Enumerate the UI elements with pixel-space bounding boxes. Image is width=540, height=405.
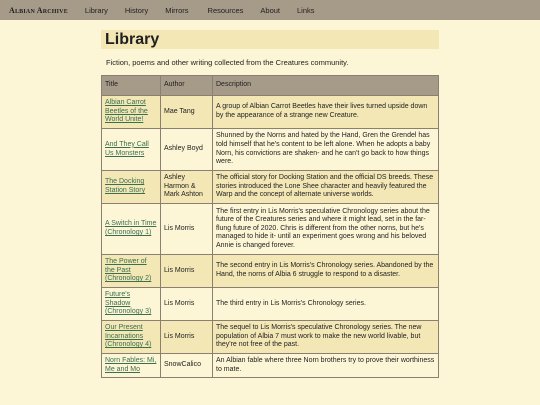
table-row <box>102 354 439 378</box>
row-author-cell: Mae Tang <box>161 96 213 129</box>
nav-link-resources[interactable]: Resources <box>207 5 244 15</box>
main-content <box>101 30 439 378</box>
row-title-cell <box>102 354 161 378</box>
table-row <box>102 321 439 354</box>
title-link[interactable]: And They Call Us Monsters <box>105 140 149 157</box>
row-description-cell: The second entry in Lis Morris's Chronology series. Abandoned by the Hand, the norns of Albia 6 struggle to respond to a disaster. <box>213 255 439 288</box>
row-author-cell: Ashley Boyd <box>161 129 213 171</box>
title-link[interactable]: Norn Fables: Mi, Me and Mo <box>105 356 157 373</box>
row-author-cell: Lis Morris <box>161 321 213 354</box>
library-table <box>101 75 439 378</box>
row-description-cell: The third entry in Lis Morris's Chronology series. <box>213 288 439 321</box>
table-row <box>102 129 439 171</box>
row-author-cell: Lis Morris <box>161 255 213 288</box>
title-link[interactable]: The Docking Station Story <box>105 178 146 194</box>
title-link[interactable]: Albian Carrot Beetles of the World Unite! <box>105 99 148 124</box>
title-link[interactable]: Our Present Incarnations (Chronology 4) <box>105 324 152 349</box>
row-author-cell: SnowCalico <box>161 354 213 378</box>
row-description-cell: An Albian fable where three Norn brothers try to prove their worthiness to mate. <box>213 354 439 378</box>
header-title: Title <box>102 76 161 96</box>
row-description-cell: The official story for Docking Station and the official DS breeds. These stories introduced the Lone Shee character and heavily featured the Warp and the concept of alternate universe worlds. <box>213 171 439 204</box>
table-row <box>102 288 439 321</box>
table-row <box>102 96 439 129</box>
header-author: Author <box>161 76 213 96</box>
page-intro: Fiction, poems and other writing collected from the Creatures community. <box>106 58 349 67</box>
row-description-cell: The first entry in Lis Morris's speculative Chronology series about the future of the Creatures series and where it might lead, set in the far-flung future of 2020. Chris is different from the other norns, but he's managed to hide it- until an experiment goes wrong and his beloved Annie is changed forever. <box>213 204 439 255</box>
page-title: Library <box>101 30 439 49</box>
row-title-cell <box>102 171 161 204</box>
table-row <box>102 171 439 204</box>
title-link[interactable]: A Switch in Time (Chronology 1) <box>105 220 157 236</box>
row-author-cell: Ashley Harmon & Mark Ashton <box>161 171 213 204</box>
row-title-cell <box>102 255 161 288</box>
nav-link-links[interactable]: Links <box>297 5 315 15</box>
table-header-row <box>102 76 439 96</box>
site-brand[interactable]: Albian Archive <box>9 5 68 15</box>
row-title-cell <box>102 288 161 321</box>
title-link[interactable]: The Power of the Past (Chronology 2) <box>105 258 152 283</box>
table-row <box>102 255 439 288</box>
title-link[interactable]: Future's Shadow (Chronology 3) <box>105 291 152 316</box>
nav-link-mirrors[interactable]: Mirrors <box>165 5 189 15</box>
row-description-cell: The sequel to Lis Morris's speculative Chronology series. The new population of Albia 7 must work to make the new world livable, but they're not free of the past. <box>213 321 439 354</box>
row-title-cell <box>102 129 161 171</box>
table-row <box>102 204 439 255</box>
row-author-cell: Lis Morris <box>161 288 213 321</box>
row-title-cell <box>102 321 161 354</box>
nav-link-history[interactable]: History <box>124 5 149 15</box>
header-description: Description <box>213 76 439 96</box>
row-description-cell: Shunned by the Norns and hated by the Hand, Gren the Grendel has told himself that he's content to be left alone. When he adopts a baby Norn, his convictions are shaken- and he can't go back to how things were. <box>213 129 439 171</box>
nav-link-library[interactable]: Library <box>84 5 108 15</box>
row-description-cell: A group of Albian Carrot Beetles have their lives turned upside down by the appearance of a strange new Creature. <box>213 96 439 129</box>
row-title-cell <box>102 204 161 255</box>
nav-link-about[interactable]: About <box>260 5 280 15</box>
row-author-cell: Lis Morris <box>161 204 213 255</box>
row-title-cell <box>102 96 161 129</box>
top-navigation-bar <box>0 0 540 20</box>
